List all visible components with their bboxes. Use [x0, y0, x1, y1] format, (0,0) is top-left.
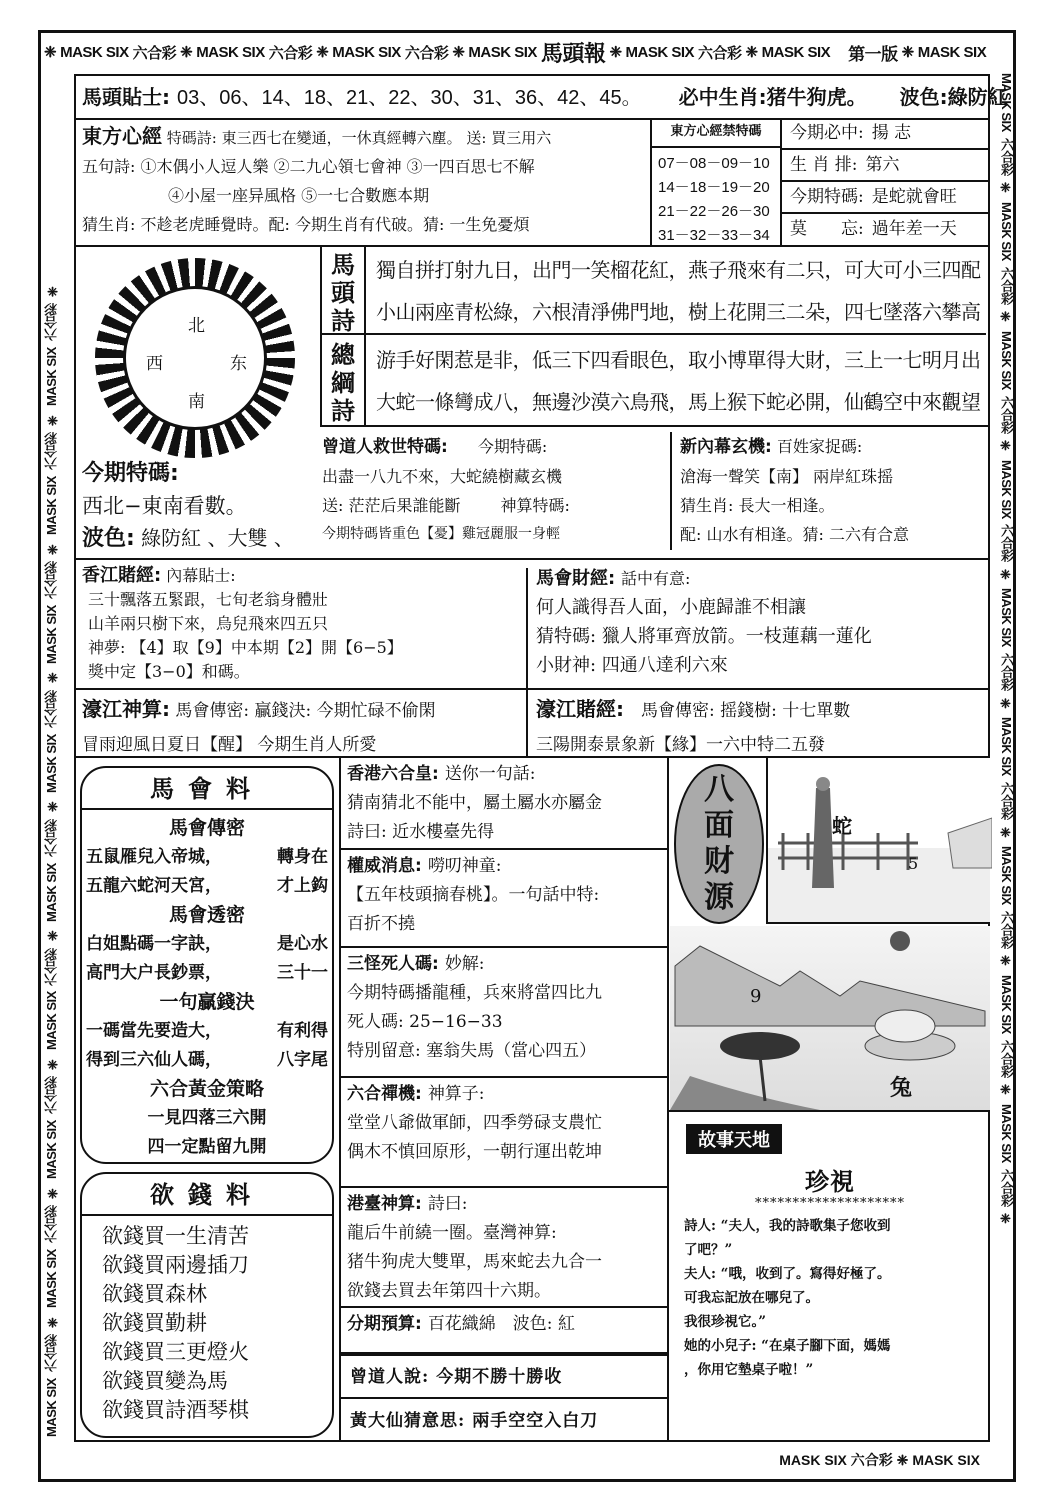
- flower-icon: ❈: [999, 181, 1014, 196]
- code-line: [86, 872, 328, 901]
- strip-text: MASK SIX: [44, 862, 59, 922]
- bamian-caiyuan-badge: [674, 764, 764, 924]
- yuqian-line: 欲錢買一生清苦: [102, 1224, 249, 1248]
- middle-block: [341, 1308, 667, 1356]
- flower-icon: ❈: [999, 954, 1014, 969]
- block-line: 詩曰: 近水樓臺先得: [347, 822, 495, 842]
- strip-text: MASK SIX: [999, 1103, 1014, 1163]
- middle-block: [341, 948, 667, 1078]
- block-heading: [347, 760, 661, 789]
- strip-text: MASK SIX: [999, 201, 1014, 261]
- block-sub: 百花織綿 波色: 紅: [427, 1314, 575, 1334]
- block-line: 猪牛狗虎大雙單，馬來蛇去九合一: [347, 1252, 602, 1272]
- yuqian-liao-box: 欲錢料 欲錢買一生清苦 欲錢買兩邊插刀 欲錢買森林 欲錢買勤耕 欲錢買三更燈火 欲錢買變為馬 欲錢買詩酒琴棋: [80, 1172, 334, 1438]
- info-row: [782, 118, 990, 150]
- mahui-caijing-line: 何人識得吾人面，小鹿歸誰不相讓: [536, 597, 806, 618]
- block-heading: [347, 950, 661, 979]
- info-value: 第六: [865, 155, 900, 175]
- flower-icon: ❈: [999, 1212, 1014, 1227]
- strip-text: MASK SIX: [44, 1378, 59, 1437]
- info-label: 今期必中:: [790, 123, 864, 143]
- strip-text-cn: 六合彩: [44, 561, 59, 600]
- strip-text: MASK SIX: [999, 459, 1014, 519]
- strip-text: MASK SIX: [999, 588, 1014, 648]
- middle-column: [341, 758, 667, 1356]
- flower-icon: ❈: [44, 412, 59, 427]
- code-line: [86, 930, 328, 959]
- strip-text: MASK SIX: [999, 974, 1014, 1034]
- masthead-strip: ❈ MASK SIX 六合彩 ❈ MASK SIX 六合彩 ❈ MASK SIX 六合彩 ❈ MASK SIX 馬頭報 ❈ MASK SIX 六合彩 ❈ MASK SIX 第一版 ❈ MASK SIX: [44, 38, 1010, 66]
- block-title: 三怪死人碼:: [347, 954, 439, 974]
- mountain-rabbit-illustration: [670, 926, 990, 1110]
- code-line-b: 轉身在: [277, 847, 328, 867]
- block-sub: 嘮叨神童:: [427, 856, 502, 876]
- strip-text-cn: 六合彩: [999, 137, 1014, 176]
- illustration-rabbit: [670, 926, 990, 1110]
- xiangjiang-line: 山羊兩只樹下來，烏兒飛來四五只: [88, 614, 329, 633]
- edition-label: 第一版: [848, 44, 898, 64]
- code-line-a: 得到三六仙人碼，: [86, 1050, 222, 1070]
- poem-label-char: 總: [331, 341, 355, 369]
- block-line: 堂堂八爺做軍師，四季勞碌支農忙: [347, 1113, 602, 1133]
- yuqian-line: 欲錢買三更燈火: [102, 1340, 249, 1364]
- xiangjiang-line: 三十飄落五緊跟，七旬老翁身體壯: [88, 590, 329, 609]
- flower-icon: ❈: [999, 825, 1014, 841]
- poem-label-char: 詩: [331, 307, 355, 335]
- illustration-snake: [766, 758, 990, 924]
- strip-text: MASK SIX: [44, 991, 59, 1051]
- block-title: 港臺神算:: [347, 1194, 422, 1214]
- code-line: [86, 843, 328, 872]
- block-heading: [347, 1190, 661, 1219]
- xinneimu-section: 新內幕玄機: 百姓家捉碼: 滄海一聲笑【南】 兩岸紅珠摇 猜生肖: 長大一相逢。 配: 山水有相逢。猜: 二六有合意: [680, 437, 909, 544]
- flower-icon: ❈: [44, 1314, 59, 1329]
- yuqian-line: 欲錢買勤耕: [102, 1311, 207, 1335]
- info-label: 今期特碼:: [790, 187, 864, 207]
- code-line-a: 白姐點碼一字訣，: [86, 934, 222, 954]
- poem-label-char: 詩: [331, 397, 355, 425]
- story-line: 她的小兒子: “在桌子腳下面，媽媽: [684, 1338, 891, 1354]
- matou-poem-line: 小山兩座青松綠，六根清淨佛門地，樹上花開三二朵，四七墜落六攀高: [376, 300, 981, 324]
- story-banner: 故事天地: [686, 1124, 782, 1154]
- zonggang-poem-line: 游手好閑惹是非，低三下四看眼色，取小博單得大財，三上一七明月出: [376, 348, 981, 372]
- strip-text: MASK SIX: [44, 1249, 59, 1309]
- zengdaoren-section: 曾道人救世特碼: 今期特碼: 出盡一八九不來，大蛇繞樹藏玄機 送: 茫茫后果誰能斷 神算特碼: 今期特碼皆重色【憂】雞冠麗服一身輕: [322, 437, 570, 542]
- code-line-b: 八字尾: [277, 1050, 328, 1070]
- code-line-b: 有利得: [277, 1021, 328, 1041]
- story-line: 我很珍視它。”: [684, 1314, 767, 1330]
- strip-text-cn: 六合彩: [999, 266, 1014, 305]
- masthead-logo: 馬頭報: [540, 40, 606, 66]
- compass-special: 今期特碼: 西北−東南看數。 波色: 綠防紅 、大雙 、: [82, 461, 294, 551]
- block-title: 權威消息:: [347, 856, 422, 876]
- poem-label-char: 馬: [331, 251, 355, 279]
- forbidden-row: 21－22－26－30: [658, 203, 770, 220]
- block-title: 六合禪機:: [347, 1084, 422, 1104]
- block-line: 龍后牛前繞一圈。臺灣神算:: [347, 1223, 557, 1243]
- xiangjiang-line: 神夢: 【4】取【9】中本期【2】開【6−5】: [88, 638, 403, 657]
- strip-text-cn: 六合彩: [44, 1205, 59, 1244]
- section-heading: 六合黃金策略: [149, 1078, 264, 1100]
- info-value: 揚 志: [871, 123, 912, 143]
- matou-poem-line: 獨自拼打射九日，出門一笑榴花紅，燕子飛來有二只，可大可小三四配: [376, 258, 981, 282]
- rabbit-char: 兔: [890, 1075, 913, 1101]
- middle-block: [341, 1078, 667, 1188]
- huangdaxian: 黃大仙猜意思: 兩手空空入白刀: [350, 1411, 599, 1431]
- block-line: 猜南猜北不能中，屬土屬水亦屬金: [347, 793, 602, 813]
- footer-strip: MASK SIX 六合彩 ❈ MASK SIX: [779, 1452, 980, 1468]
- flower-icon: ❈: [44, 541, 59, 556]
- flower-icon: ❈: [999, 439, 1014, 454]
- strip-text-cn: 六合彩: [999, 1168, 1014, 1207]
- forbidden-row: 14－18－19－20: [658, 179, 770, 196]
- strip-text-cn: 六合彩: [44, 432, 59, 471]
- code-line-b: 才上鈎: [277, 876, 328, 896]
- top-tips: 馬頭貼士: 03、06、14、18、21、22、30、31、36、42、45。 必中生肖:猪牛狗虎。 波色:綠防紅: [82, 85, 1008, 109]
- strip-text-cn: 六合彩: [44, 1334, 59, 1373]
- zengdaoren-says: 曾道人說: 今期不勝十勝收: [350, 1367, 563, 1387]
- strip-text-cn: 六合彩: [999, 910, 1014, 949]
- middle-block: [341, 1188, 667, 1308]
- code-line: [86, 1017, 328, 1046]
- forbidden-codes: 東方心經禁特碼 07－08－09－10 14－18－19－20 21－22－26－30 31－32－33－34: [650, 118, 782, 246]
- code-line-a: 一碼當先要造大，: [86, 1021, 222, 1041]
- code-line-b: 是心水: [277, 934, 328, 954]
- info-row: [782, 150, 990, 182]
- story-body: [684, 1214, 890, 1382]
- side-strip-left: [42, 70, 68, 1440]
- story-line: 可我忘記放在哪兒了。: [684, 1290, 819, 1306]
- middle-block: [341, 850, 667, 948]
- forbidden-row: 07－08－09－10: [658, 155, 770, 172]
- block-line: 【五年枝頭摘春桃】。一句話中特:: [347, 885, 600, 905]
- strip-text-cn: 六合彩: [999, 524, 1014, 562]
- block-heading: [347, 852, 661, 881]
- strip-text-cn: 六合彩: [999, 1039, 1014, 1078]
- strip-text-cn: 六合彩: [44, 819, 59, 857]
- mahui-caijing-line: 小財神: 四通八達利六來: [536, 655, 728, 676]
- xiangjiang-section: 香江賭經: 內幕貼士: 三十飄落五緊跟，七旬老翁身體壯 山羊兩只樹下來，烏兒飛來四五只 神夢: 【4】取【9】中本期【2】開【6−5】 獎中定【3−0】和碼。: [82, 564, 403, 684]
- block-title: 香港六合皇:: [347, 764, 439, 784]
- block-heading: [347, 1080, 661, 1109]
- strip-text-cn: 六合彩: [999, 782, 1014, 820]
- flower-icon: ❈: [44, 1185, 59, 1200]
- snake-char: 蛇: [832, 814, 852, 838]
- code-line-a: 高門大户長鈔票，: [86, 963, 222, 983]
- block-line: 特別留意: 塞翁失馬（當心四五）: [347, 1041, 597, 1061]
- mahui-liao-box: 馬會料 馬會傳密 五鼠雁兒入帝城， 轉身在 五龍六蛇河天宮， 才上鈎 馬會透密 白姐點碼一字訣， 是心水 高門大户長鈔票， 三十一 一句贏錢決 一碼當先要造大， 有利得 得到三六仙人碼， 八字尾 六合黃金策略 一見四落三六開 四一定點留九開: [80, 766, 334, 1164]
- strip-text-cn: 六合彩: [999, 653, 1014, 691]
- strip-text-cn: 六合彩: [44, 948, 59, 986]
- strip-text: MASK SIX: [999, 73, 1014, 132]
- info-label: 生 肖 排:: [790, 155, 858, 175]
- compass-image: 北 西 东 南: [95, 258, 295, 458]
- code-line: [86, 1046, 328, 1075]
- strip-text: MASK SIX: [44, 476, 59, 536]
- flower-icon: ❈: [999, 310, 1014, 325]
- xiangjiang-line: 獎中定【3−0】和碼。: [88, 662, 250, 681]
- number-9: 9: [750, 986, 762, 1007]
- code-line-a: 五鼠雁兒入帝城，: [86, 847, 222, 867]
- story-stars: ********************: [755, 1196, 905, 1211]
- poems: [320, 245, 990, 427]
- flower-icon: ❈: [999, 567, 1014, 583]
- block-sub: 神算子:: [427, 1084, 485, 1104]
- strip-text-cn: 六合彩: [999, 395, 1014, 434]
- info-row: [782, 182, 990, 214]
- block-line: 欲錢去買去年第四十六期。: [347, 1281, 551, 1301]
- code-line-a: 五龍六蛇河天宮，: [86, 876, 222, 896]
- haojiang-dujing: 濠江賭經: 馬會傳密: 摇錢樹: 十七單數 三陽開泰景象新【緣】一六中特二五發: [536, 697, 851, 755]
- yuqian-line: 欲錢買兩邊插刀: [102, 1253, 249, 1277]
- strip-text-cn: 六合彩: [44, 303, 59, 342]
- block-line: 死人碼: 25−16−33: [347, 1012, 503, 1032]
- strip-text: MASK SIX: [44, 605, 59, 664]
- block-line: 偶木不慎回原形，一朝行運出乾坤: [347, 1142, 602, 1162]
- story-line: 了吧？”: [684, 1242, 733, 1258]
- number-5: 5: [908, 854, 919, 873]
- info-label: 莫 忘:: [790, 219, 864, 239]
- strip-text: MASK SIX: [999, 846, 1014, 905]
- haojiang-shensuan: 濠江神算: 馬會傳密: 贏錢決: 今期忙碌不偷閑 冒雨迎風日夏日【醒】 今期生肖人所愛: [82, 697, 436, 755]
- middle-block: [341, 758, 667, 850]
- strip-text: MASK SIX: [999, 330, 1014, 390]
- block-sub: 送你一句話:: [444, 764, 536, 784]
- side-strip-right: [990, 70, 1016, 1440]
- poem-label-char: 頭: [331, 279, 355, 307]
- badge-char: 源: [704, 880, 734, 915]
- story-line: 夫人: “哦，收到了。寫得好極了。: [684, 1266, 891, 1282]
- gold-line: 四一定點留九開: [147, 1137, 267, 1157]
- strip-text: MASK SIX: [999, 717, 1014, 777]
- zonggang-poem-line: 大蛇一條彎成八，無邊沙漠六鳥飛，馬上猴下蛇必開，仙鶴空中來觀望: [376, 390, 981, 414]
- flower-icon: ❈: [44, 1056, 59, 1071]
- info-row: [782, 214, 990, 246]
- mahui-caijing-line: 猜特碼: 獵人將軍齊放箭。一枝蓮藕一蓮化: [536, 626, 872, 647]
- strip-text-cn: 六合彩: [44, 1076, 59, 1115]
- block-title: 分期預算:: [347, 1314, 422, 1334]
- poem-label-char: 綱: [331, 369, 355, 397]
- section-heading: 馬會透密: [168, 904, 245, 926]
- flower-icon: ❈: [44, 927, 59, 943]
- block-sub: 詩曰:: [427, 1194, 468, 1214]
- info-value: 過年差一天: [871, 219, 957, 239]
- flower-icon: ❈: [44, 669, 59, 685]
- info-value: 是蛇就會旺: [871, 187, 957, 207]
- strip-text: MASK SIX: [44, 347, 59, 407]
- yuqian-line: 欲錢買詩酒琴棋: [102, 1398, 249, 1422]
- strip-text: MASK SIX: [44, 1120, 59, 1180]
- badge-char: 面: [704, 808, 734, 843]
- story-line: 詩人: “夫人，我的詩歌集子您收到: [684, 1218, 891, 1234]
- flower-icon: ❈: [44, 798, 59, 814]
- block-line: 今期特碼播龍種，兵來將當四比九: [347, 983, 602, 1003]
- block-heading: [347, 1310, 661, 1339]
- section-heading: 一句贏錢決: [159, 991, 255, 1013]
- badge-char: 财: [704, 844, 734, 879]
- section-heading: 馬會傳密: [168, 817, 245, 839]
- code-line-b: 三十一: [277, 963, 328, 983]
- story-title: 珍視: [805, 1167, 855, 1196]
- strip-text: MASK SIX: [44, 733, 59, 793]
- strip-text-cn: 六合彩: [44, 690, 59, 728]
- code-line: [86, 959, 328, 988]
- block-line: 百折不撓: [347, 914, 415, 934]
- gold-line: 一見四落三六開: [147, 1108, 267, 1128]
- yuqian-line: 欲錢買森林: [102, 1282, 207, 1306]
- block-sub: 妙解:: [444, 954, 485, 974]
- yuqian-line: 欲錢買變為馬: [102, 1369, 228, 1393]
- flower-icon: ❈: [999, 696, 1014, 712]
- badge-char: 八: [704, 772, 734, 807]
- forbidden-row: 31－32－33－34: [658, 227, 770, 244]
- flower-icon: ❈: [44, 283, 59, 298]
- story-line: ，你用它墊桌子啦！”: [684, 1362, 814, 1378]
- mahui-caijing-section: 馬會財經: 話中有意: 何人識得吾人面，小鹿歸誰不相讓 猜特碼: 獵人將軍齊放箭。一枝蓮藕一蓮化 小財神: 四通八達利六來: [536, 564, 872, 680]
- right-info: [782, 118, 990, 246]
- flower-icon: ❈: [999, 1083, 1014, 1098]
- dongfang-section: 東方心經 特碼詩: 東三西七在變通，一休真經轉六塵。 送: 買三用六 五句詩: ①木偶小人逗人樂 ②二九心領七會神 ③一四百思七不解 ④小屋一座异風格 ⑤一七合數應本期 猜生肖: 不趁老虎睡覺時。配: 今期生肖有代破。猜: 一生免憂煩: [82, 124, 552, 234]
- scholar-fence-illustration: [768, 758, 992, 924]
